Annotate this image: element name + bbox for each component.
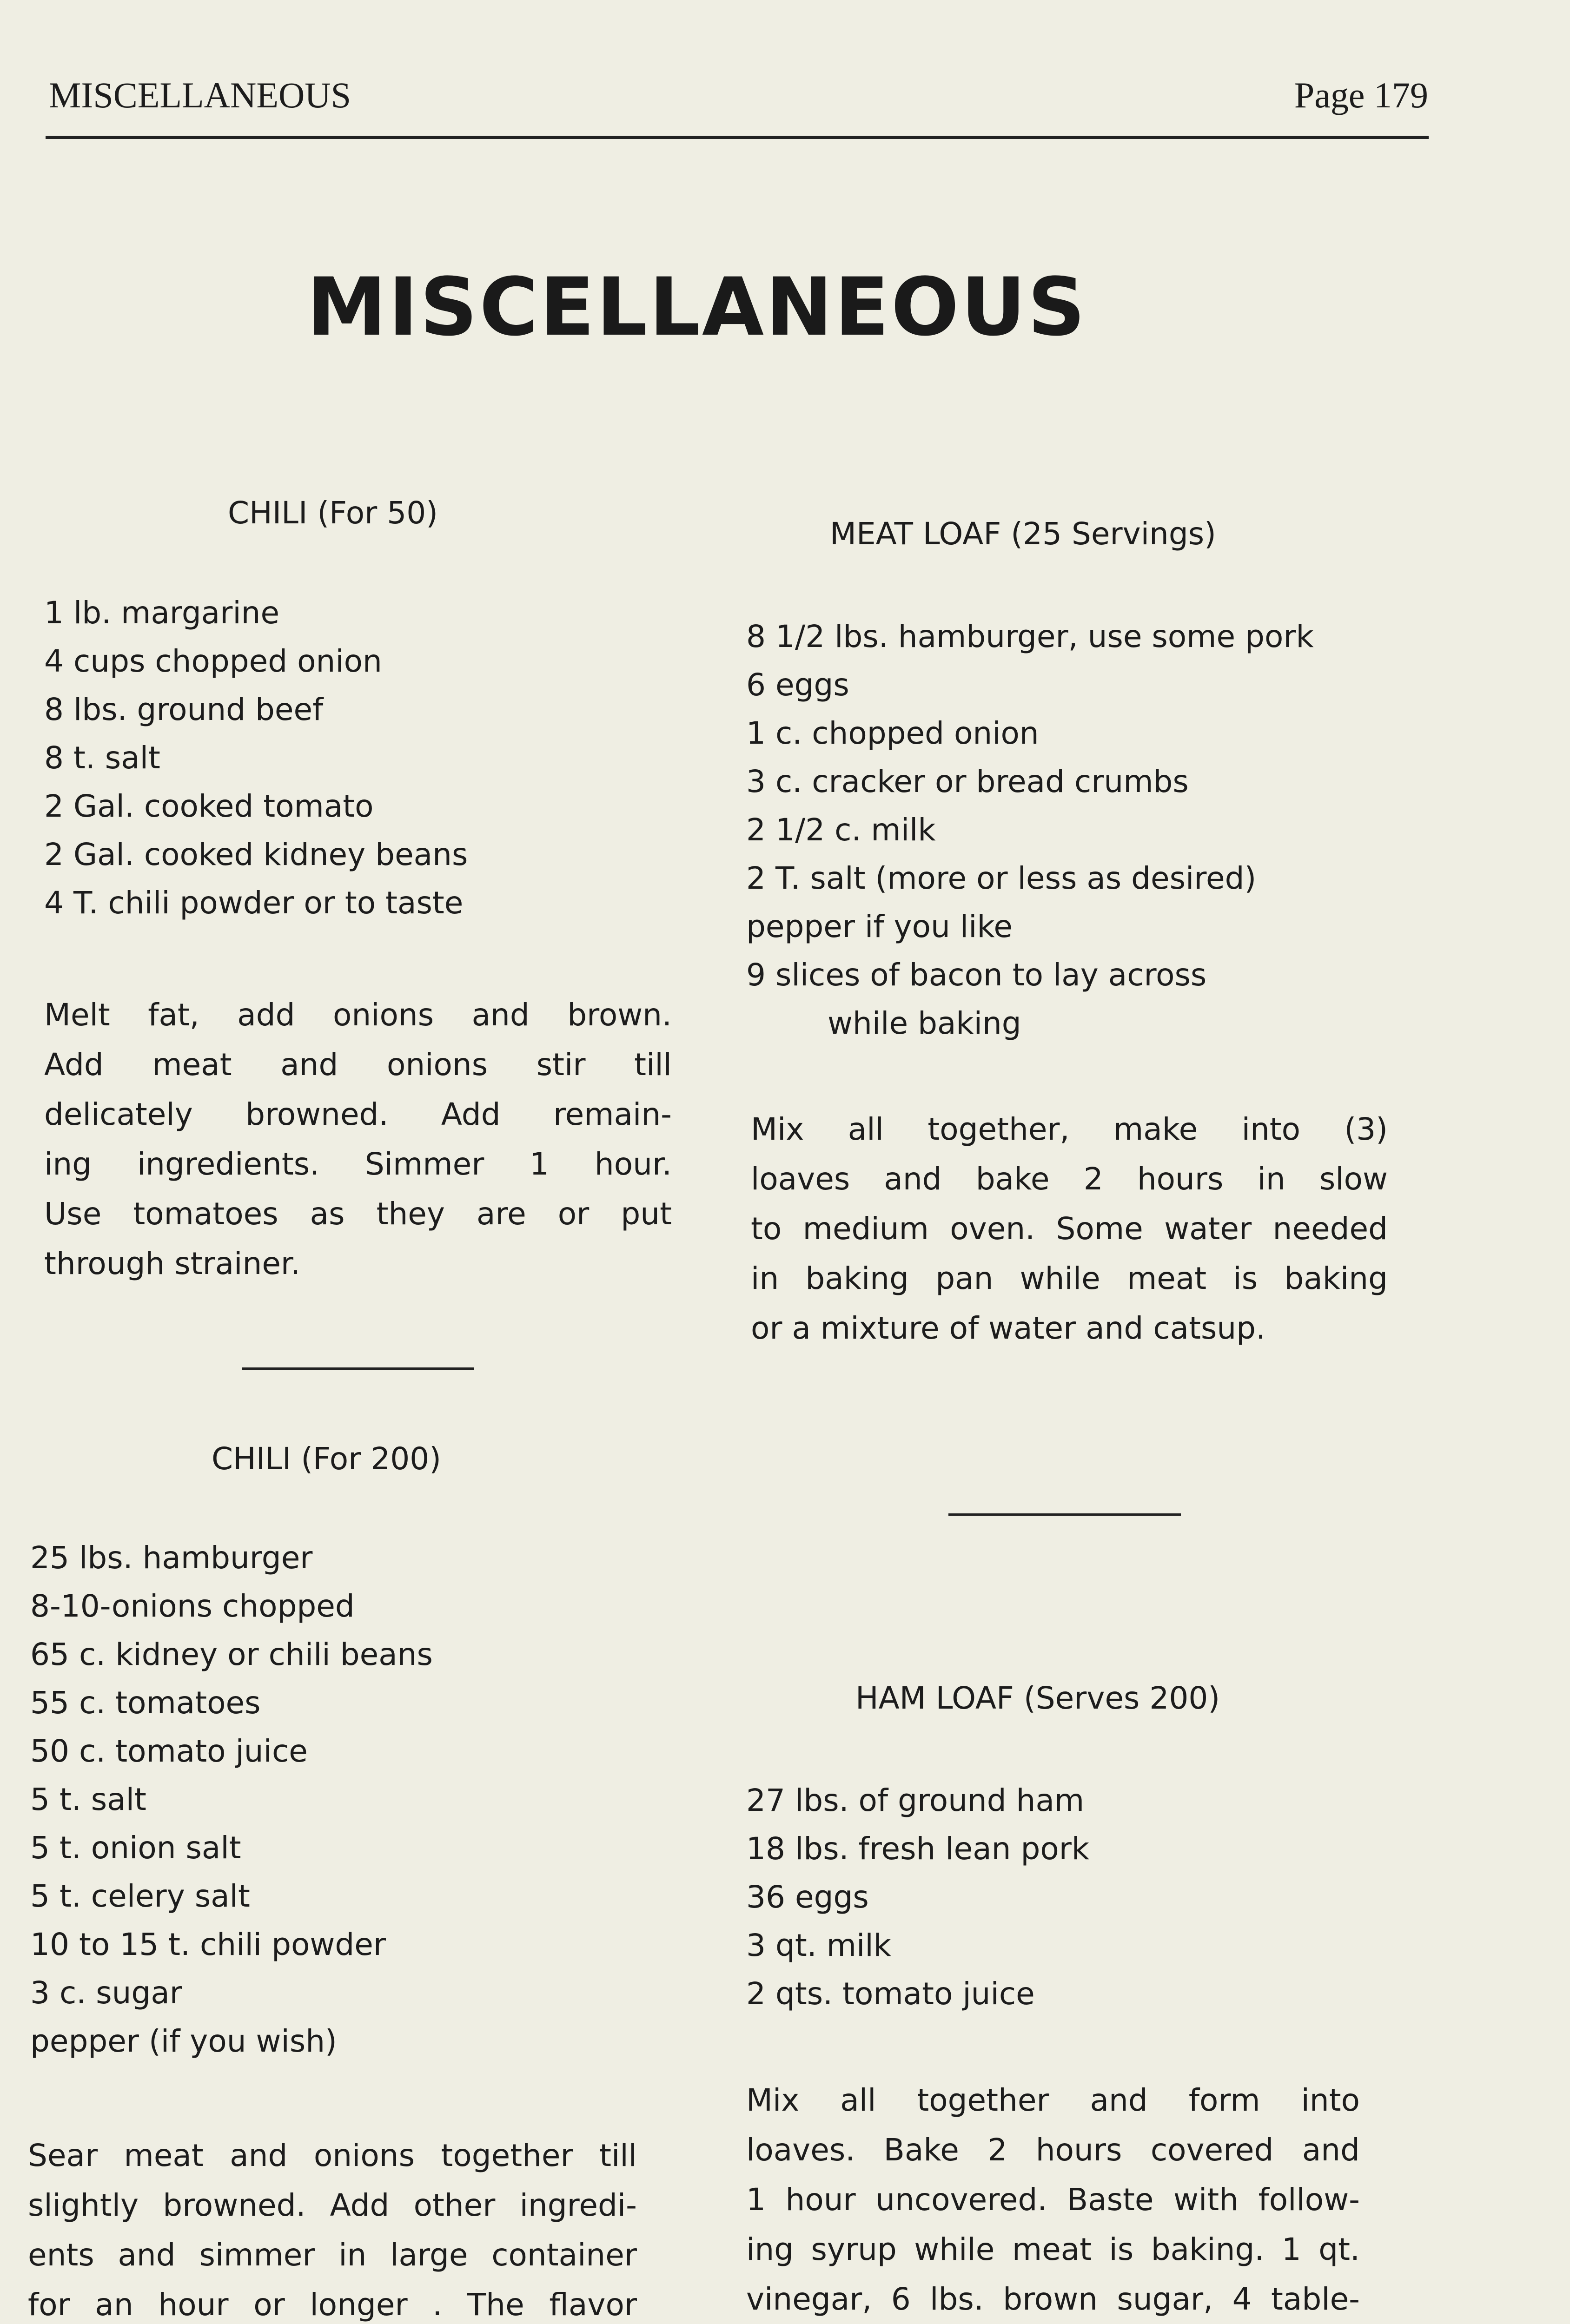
direction-line: ents and simmer in large container [28, 2237, 637, 2273]
ingredient: 4 T. chili powder or to taste [44, 885, 464, 921]
ingredient: 65 c. kidney or chili beans [30, 1637, 433, 1672]
ingredient: 5 t. onion salt [30, 1830, 241, 1866]
recipe-title-chili-200: CHILI (For 200) [212, 1441, 441, 1477]
ingredient: 6 eggs [746, 667, 849, 703]
ingredient: 8-10-onions chopped [30, 1588, 355, 1624]
direction-line: for an hour or longer . The flavor [28, 2287, 637, 2323]
direction-line: loaves and bake 2 hours in slow [751, 1161, 1388, 1197]
ingredient: pepper (if you wish) [30, 2023, 337, 2059]
recipe-title-chili-50: CHILI (For 50) [228, 495, 438, 531]
ingredient: 2 T. salt (more or less as desired) [746, 860, 1257, 896]
ingredient: 3 c. sugar [30, 1975, 182, 2011]
ingredient: 2 Gal. cooked tomato [44, 788, 374, 824]
page-number: Page 179 [1294, 75, 1428, 115]
ingredient: 8 t. salt [44, 740, 160, 776]
ingredient: 2 1/2 c. milk [746, 812, 936, 848]
directions-ham-loaf [746, 2075, 1360, 2324]
direction-line: Use tomatoes as they are or put [44, 1196, 672, 1232]
ingredient-list-chili-200 [30, 1534, 433, 2066]
ingredient: 3 qt. milk [746, 1928, 891, 1963]
recipe-title-ham-loaf: HAM LOAF (Serves 200) [855, 1680, 1220, 1716]
direction-line: 1 hour uncovered. Baste with follow- [746, 2182, 1360, 2218]
direction-line: through strainer. [44, 1246, 300, 1281]
direction-line: Add meat and onions stir till [44, 1047, 672, 1083]
direction-line: Sear meat and onions together till [28, 2138, 637, 2173]
ingredient: while baking [828, 1005, 1021, 1041]
direction-line: or a mixture of water and catsup. [751, 1310, 1266, 1346]
ingredient-list-chili-50 [44, 589, 468, 927]
direction-line: slightly browned. Add other ingredi- [28, 2187, 637, 2223]
direction-line: loaves. Bake 2 hours covered and [746, 2132, 1360, 2168]
recipe-title-meat-loaf: MEAT LOAF (25 Servings) [830, 516, 1216, 552]
ingredient: 1 c. chopped onion [746, 715, 1039, 751]
ingredient: 10 to 15 t. chili powder [30, 1927, 386, 1962]
direction-line: delicately browned. Add remain- [44, 1096, 672, 1132]
ingredient: 2 qts. tomato juice [746, 1976, 1035, 2012]
directions-meat-loaf [751, 1104, 1388, 1353]
direction-line: Melt fat, add onions and brown. [44, 997, 672, 1033]
separator-rule [242, 1367, 474, 1370]
direction-line: Mix all together, make into (3) [751, 1111, 1388, 1147]
ingredient-list-ham-loaf [746, 1776, 1089, 2018]
direction-line: ing syrup while meat is baking. 1 qt. [746, 2232, 1360, 2267]
ingredient: 8 1/2 lbs. hamburger, use some pork [746, 619, 1314, 654]
ingredient: pepper if you like [746, 909, 1013, 944]
ingredient: 50 c. tomato juice [30, 1733, 308, 1769]
ingredient: 5 t. celery salt [30, 1878, 250, 1914]
ingredient: 25 lbs. hamburger [30, 1540, 313, 1576]
section-label: MISCELLANEOUS [49, 75, 351, 115]
right-column [746, 0, 1416, 2324]
direction-line: Mix all together and form into [746, 2082, 1360, 2118]
direction-line: vinegar, 6 lbs. brown sugar, 4 table- [746, 2281, 1360, 2317]
directions-chili-200 [28, 2131, 637, 2324]
left-column [28, 0, 697, 2324]
direction-line: to medium oven. Some water needed [751, 1211, 1388, 1247]
page-title: MISCELLANEOUS [307, 260, 1087, 354]
ingredient: 27 lbs. of ground ham [746, 1783, 1085, 1818]
ingredient: 9 slices of bacon to lay across [746, 957, 1207, 993]
ingredient: 36 eggs [746, 1879, 869, 1915]
separator-rule [948, 1513, 1181, 1516]
direction-line: ing ingredients. Simmer 1 hour. [44, 1146, 672, 1182]
ingredient: 8 lbs. ground beef [44, 692, 324, 727]
ingredient: 5 t. salt [30, 1782, 146, 1817]
ingredient: 4 cups chopped onion [44, 643, 382, 679]
ingredient: 55 c. tomatoes [30, 1685, 261, 1721]
ingredient-list-meat-loaf [746, 613, 1314, 1048]
ingredient: 1 lb. margarine [44, 595, 280, 631]
ingredient: 3 c. cracker or bread crumbs [746, 764, 1189, 799]
ingredient: 18 lbs. fresh lean pork [746, 1831, 1090, 1867]
ingredient: 2 Gal. cooked kidney beans [44, 837, 468, 872]
directions-chili-50 [44, 990, 672, 1288]
direction-line: in baking pan while meat is baking [751, 1261, 1388, 1296]
